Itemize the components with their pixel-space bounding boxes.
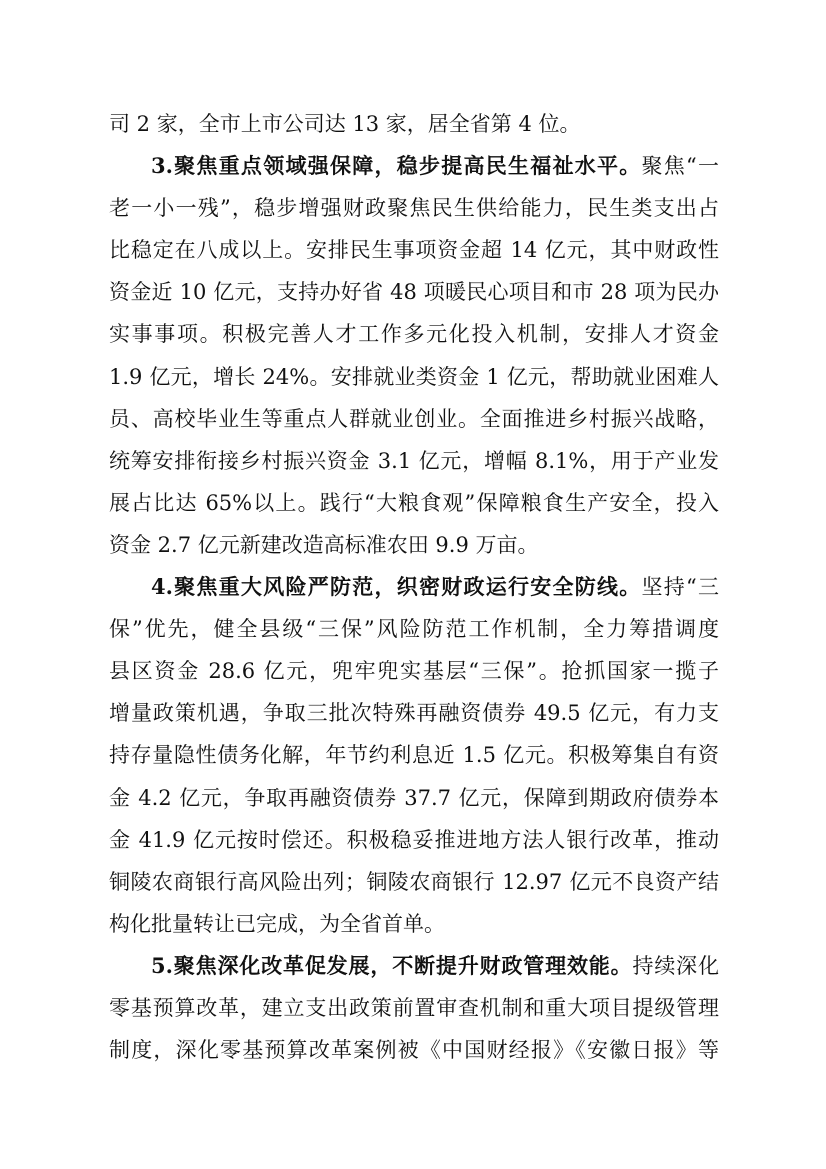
- text-line: [109, 734, 719, 776]
- line-text: 员、高校毕业生等重点人群就业创业。全面推进乡村振兴战略，: [109, 406, 719, 431]
- line-text: 制度，深化零基预算改革案例被《中国财经报》《安徽日报》等: [109, 1038, 719, 1063]
- text-line: [109, 608, 719, 650]
- line-text: 增量政策机遇，争取三批次特殊再融资债券 49.5 亿元，有力支: [109, 701, 719, 726]
- line-text: 统筹安排衔接乡村振兴资金 3.1 亿元，增幅 8.1%，用于产业发: [109, 448, 719, 473]
- text-line: [109, 987, 719, 1029]
- text-line: [109, 650, 719, 692]
- paragraph-heading-line: [109, 145, 719, 187]
- text-line: [109, 777, 719, 819]
- text-line: [109, 861, 719, 903]
- line-text: 展占比达 65%以上。践行“大粮食观”保障粮食生产安全，投入: [109, 490, 719, 515]
- line-text: 零基预算改革，建立支出政策前置审查机制和重大项目提级管理: [109, 995, 719, 1020]
- text-line: [109, 482, 719, 524]
- line-text: 实事事项。积极完善人才工作多元化投入机制，安排人才资金: [109, 322, 719, 347]
- section-heading-5: 5.聚焦深化改革促发展，不断提升财政管理效能。: [151, 952, 633, 978]
- line-text: 比稳定在八成以上。安排民生事项资金超 14 亿元，其中财政性: [109, 238, 719, 263]
- document-body: [109, 103, 719, 1071]
- line-text: 铜陵农商银行高风险出列；铜陵农商银行 12.97 亿元不良资产结: [109, 869, 719, 894]
- text-line: [109, 692, 719, 734]
- line-text: 老一小一残”，稳步增强财政聚焦民生供给能力，民生类支出占: [109, 196, 719, 221]
- text-line: [109, 229, 719, 271]
- line-text: 持续深化: [632, 953, 719, 978]
- paragraph-heading-line: [109, 566, 719, 608]
- text-line: [109, 187, 719, 229]
- text-line: [109, 819, 719, 861]
- text-line: [109, 1029, 719, 1071]
- line-text: 坚持“三: [641, 575, 719, 600]
- line-text: 金 4.2 亿元，争取再融资债券 37.7 亿元，保障到期政府债券本: [109, 785, 719, 810]
- text-line: [109, 903, 719, 945]
- text-line: [109, 398, 719, 440]
- line-text: 县区资金 28.6 亿元，兜牢兜实基层“三保”。抢抓国家一揽子: [109, 659, 719, 684]
- paragraph-heading-line: [109, 945, 719, 987]
- line-text: 构化批量转让已完成，为全省首单。: [109, 911, 445, 936]
- text-line: [109, 524, 719, 566]
- section-heading-4: 4.聚焦重大风险严防范，织密财政运行安全防线。: [151, 574, 642, 600]
- line-text: 1.9 亿元，增长 24%。安排就业类资金 1 亿元，帮助就业困难人: [109, 364, 719, 389]
- section-heading-3: 3.聚焦重点领域强保障，稳步提高民生福祉水平。: [151, 153, 642, 179]
- text-line: [109, 313, 719, 355]
- line-text: 资金近 10 亿元，支持办好省 48 项暖民心项目和市 28 项为民办: [109, 280, 719, 305]
- line-text: 聚焦“一: [641, 154, 719, 179]
- text-line: [109, 356, 719, 398]
- text-line: [109, 440, 719, 482]
- line-text: 司 2 家，全市上市公司达 13 家，居全省第 4 位。: [109, 112, 581, 136]
- line-text: 保”优先，健全县级“三保”风险防范工作机制，全力筹措调度: [109, 617, 719, 642]
- line-text: 持存量隐性债务化解，年节约利息近 1.5 亿元。积极筹集自有资: [109, 743, 719, 768]
- line-text: 资金 2.7 亿元新建改造高标准农田 9.9 万亩。: [109, 532, 539, 557]
- line-text: 金 41.9 亿元按时偿还。积极稳妥推进地方法人银行改革，推动: [109, 827, 719, 852]
- text-line: [109, 103, 719, 145]
- text-line: [109, 271, 719, 313]
